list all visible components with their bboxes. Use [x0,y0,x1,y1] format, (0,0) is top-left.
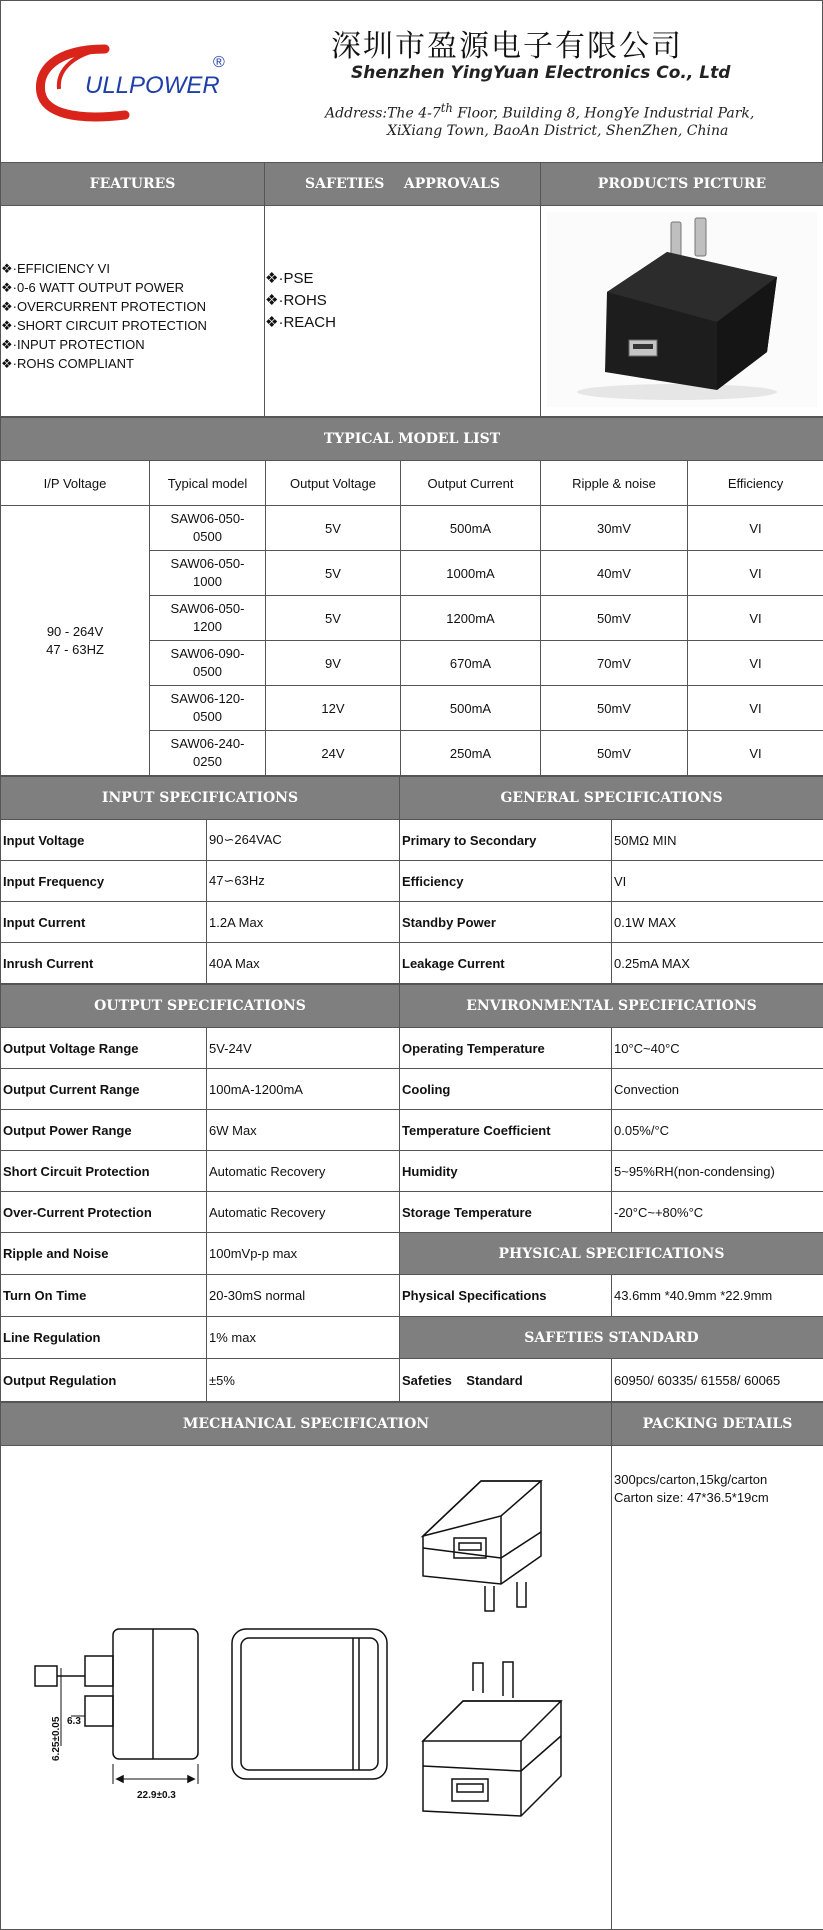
spec-label: Output Regulation [1,1359,207,1402]
spec-label: Storage Temperature [400,1192,612,1233]
company-name-chinese: 深圳市盈源电子有限公司 [331,21,683,65]
spec-value: -20°C~+80%°C [612,1192,823,1233]
iso-view-bottom [423,1662,561,1816]
table-row [1,1317,823,1359]
efficiency-cell: VI [688,506,823,551]
spec-value: 5~95%RH(non-condensing) [612,1151,823,1192]
spec-label: Line Regulation [1,1317,207,1359]
dimension-pin-label: 6.3 [67,1716,81,1727]
current-cell: 1200mA [401,596,541,641]
feature-item: ❖· INPUT PROTECTION [1,335,264,354]
mechanical-drawing [1,1446,610,1926]
spec-value: 1.2A Max [207,902,400,943]
features-list [1,259,264,373]
ip-voltage-cell: 90 - 264V 47 - 63HZ [1,506,150,776]
table-row [1,1192,823,1233]
efficiency-cell: VI [688,551,823,596]
voltage-cell: 5V [266,506,401,551]
packing-details-cell [612,1446,823,1930]
voltage-cell: 5V [266,596,401,641]
voltage-cell: 24V [266,731,401,776]
company-header [0,0,823,162]
spec-value: 47∽63Hz [207,861,400,902]
spec-label: Turn On Time [1,1275,207,1317]
feature-item: ❖· ROHS COMPLIANT [1,354,264,373]
approvals-cell [265,206,541,417]
spec-value: 90∽264VAC [207,820,400,861]
table-row [1,820,823,861]
spec-label: Input Current [1,902,207,943]
table-row [1,1151,823,1192]
feature-item: ❖· OVERCURRENT PROTECTION [1,297,264,316]
col-output-current: Output Current [401,461,541,506]
ripple-cell: 40mV [541,551,688,596]
spec-label: Operating Temperature [400,1028,612,1069]
safeties-standard-header: SAFETIES STANDARD [400,1317,823,1359]
dimension-height-label: 6.25±0.05 [51,1716,62,1761]
mechanical-drawing-cell [1,1446,612,1930]
spec-value: 0.1W MAX [612,902,823,943]
features-table [0,162,823,417]
product-picture-cell [541,206,823,417]
table-row [1,861,823,902]
efficiency-cell: VI [688,641,823,686]
efficiency-cell: VI [688,731,823,776]
spec-label: Output Current Range [1,1069,207,1110]
table-row [1,1275,823,1317]
spec-label: Output Power Range [1,1110,207,1151]
model-list-header: TYPICAL MODEL LIST [1,418,823,461]
spec-value: 0.25mA MAX [612,943,823,984]
voltage-cell: 9V [266,641,401,686]
feature-item: ❖· EFFICIENCY VI [1,259,264,278]
company-name-english: Shenzhen YingYuan Electronics Co., Ltd [351,63,730,83]
spec-value: 50MΩ MIN [612,820,823,861]
spec-value: 100mA-1200mA [207,1069,400,1110]
approval-item: ❖· REACH [265,312,540,334]
model-cell: SAW06-050-1200 [150,596,266,641]
safeties-approvals-header: SAFETIES APPROVALS [265,163,541,206]
spec-value: 0.05%/°C [612,1110,823,1151]
voltage-cell: 12V [266,686,401,731]
dimension-width-label: 22.9±0.3 [137,1790,176,1801]
approval-item: ❖· PSE [265,268,540,290]
col-typical-model: Typical model [150,461,266,506]
spec-value: Convection [612,1069,823,1110]
spec-value: 40A Max [207,943,400,984]
spec-label: Humidity [400,1151,612,1192]
ripple-cell: 50mV [541,686,688,731]
packing-details-header: PACKING DETAILS [612,1403,823,1446]
spec-label: Physical Specifications [400,1275,612,1317]
output-spec-header: OUTPUT SPECIFICATIONS [1,985,400,1028]
physical-spec-header: PHYSICAL SPECIFICATIONS [400,1233,823,1275]
current-cell: 500mA [401,506,541,551]
spec-label: Over-Current Protection [1,1192,207,1233]
spec-value: Automatic Recovery [207,1192,400,1233]
spec-value: 60950/ 60335/ 61558/ 60065 [612,1359,823,1402]
feature-item: ❖· 0-6 WATT OUTPUT POWER [1,278,264,297]
front-view-drawing [232,1629,387,1779]
model-cell: SAW06-050-1000 [150,551,266,596]
spec-label: Primary to Secondary [400,820,612,861]
packing-line-2: Carton size: 47*36.5*19cm [612,1489,823,1507]
spec-value: ±5% [207,1359,400,1402]
spec-value: Automatic Recovery [207,1151,400,1192]
efficiency-cell: VI [688,686,823,731]
spec-label: Inrush Current [1,943,207,984]
table-row [1,1069,823,1110]
table-row [1,1233,823,1275]
current-cell: 500mA [401,686,541,731]
output-env-spec-table [0,984,823,1402]
address-line-1: Address:The 4-7th Floor, Building 8, HongYe Industrial Park, [325,101,754,122]
ripple-cell: 30mV [541,506,688,551]
spec-label: Input Frequency [1,861,207,902]
col-efficiency: Efficiency [688,461,823,506]
environmental-spec-header: ENVIRONMENTAL SPECIFICATIONS [400,985,823,1028]
ripple-cell: 50mV [541,731,688,776]
company-logo [35,41,235,126]
input-general-spec-table [0,776,823,984]
spec-label: Temperature Coefficient [400,1110,612,1151]
spec-value: 20-30mS normal [207,1275,400,1317]
table-row [1,506,823,551]
voltage-cell: 5V [266,551,401,596]
spec-value: 6W Max [207,1110,400,1151]
model-cell: SAW06-120-0500 [150,686,266,731]
packing-line-1: 300pcs/carton,15kg/carton [612,1471,823,1489]
spec-value: 1% max [207,1317,400,1359]
spec-label: Input Voltage [1,820,207,861]
efficiency-cell: VI [688,596,823,641]
logo-registered-mark: ® [213,54,225,71]
table-row [1,1110,823,1151]
approval-item: ❖· ROHS [265,290,540,312]
current-cell: 1000mA [401,551,541,596]
input-spec-header: INPUT SPECIFICATIONS [1,777,400,820]
iso-view-top [423,1481,541,1611]
model-cell: SAW06-240-0250 [150,731,266,776]
ripple-cell: 50mV [541,596,688,641]
ripple-cell: 70mV [541,641,688,686]
general-spec-header: GENERAL SPECIFICATIONS [400,777,823,820]
model-list-table [0,417,823,776]
features-cell [1,206,265,417]
table-row [1,1359,823,1402]
spec-label: Cooling [400,1069,612,1110]
approvals-list [265,268,540,334]
col-output-voltage: Output Voltage [266,461,401,506]
spec-value: 100mVp-p max [207,1233,400,1275]
features-header: FEATURES [1,163,265,206]
spec-label: Output Voltage Range [1,1028,207,1069]
product-photo [547,212,817,407]
products-picture-header: PRODUCTS PICTURE [541,163,823,206]
spec-value: 5V-24V [207,1028,400,1069]
current-cell: 670mA [401,641,541,686]
spec-label: Efficiency [400,861,612,902]
table-row [1,943,823,984]
spec-label: Ripple and Noise [1,1233,207,1275]
address-line-2: XiXiang Town, BaoAn District, ShenZhen, China [387,123,728,139]
feature-item: ❖· SHORT CIRCUIT PROTECTION [1,316,264,335]
current-cell: 250mA [401,731,541,776]
model-cell: SAW06-050-0500 [150,506,266,551]
spec-value: 43.6mm *40.9mm *22.9mm [612,1275,823,1317]
logo-text: ULLPOWER [85,72,220,99]
table-row [1,1028,823,1069]
spec-label: Standby Power [400,902,612,943]
model-cell: SAW06-090-0500 [150,641,266,686]
spec-label: Safeties Standard [400,1359,612,1402]
spec-label: Leakage Current [400,943,612,984]
spec-value: 10°C~40°C [612,1028,823,1069]
col-ip-voltage: I/P Voltage [1,461,150,506]
spec-label: Short Circuit Protection [1,1151,207,1192]
mechanical-spec-header: MECHANICAL SPECIFICATION [1,1403,612,1446]
mechanical-table [0,1402,823,1930]
table-row [1,902,823,943]
spec-value: VI [612,861,823,902]
col-ripple-noise: Ripple & noise [541,461,688,506]
